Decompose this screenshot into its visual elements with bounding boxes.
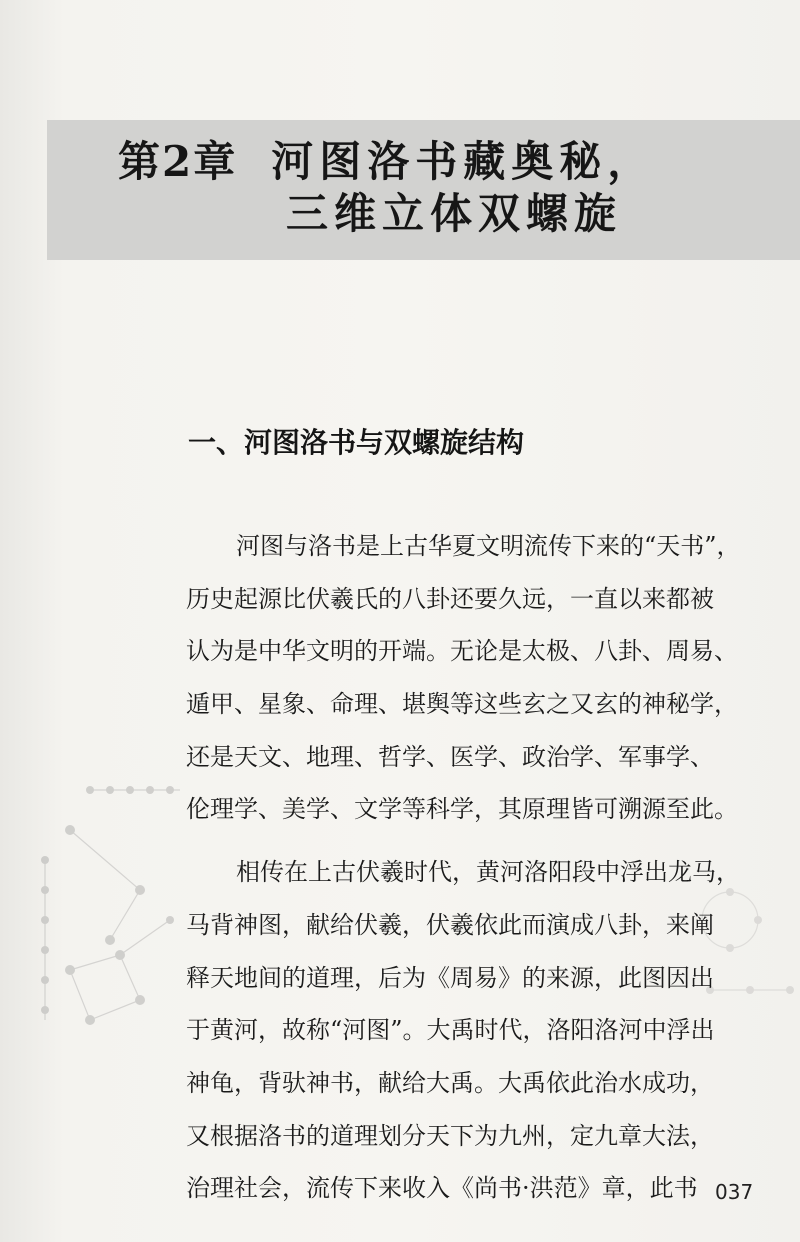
paragraph-line: 相传在上古伏羲时代，黄河洛阳段中浮出龙马， xyxy=(236,858,740,887)
chapter-title-line-1: 河图洛书藏奥秘， xyxy=(271,137,656,186)
section-heading: 一、河图洛书与双螺旋结构 xyxy=(188,426,525,459)
paragraph-gap xyxy=(186,836,706,846)
paragraph-line: 认为是中华文明的开端。无论是太极、八卦、周易、 xyxy=(186,637,738,666)
paragraph-line: 神龟，背驮神书，献给大禹。大禹依此治水成功， xyxy=(186,1068,714,1097)
chapter-number: 第2章 xyxy=(118,137,238,186)
paragraph-line: 释天地间的道理，后为《周易》的来源，此图因出 xyxy=(186,963,714,992)
paragraph-line: 伦理学、美学、文学等科学，其原理皆可溯源至此。 xyxy=(186,795,738,824)
paragraph-line: 河图与洛书是上古华夏文明流传下来的“天书”， xyxy=(236,532,741,560)
paragraph-line: 遁甲、星象、命理、堪舆等这些玄之又玄的神秘学， xyxy=(186,690,738,719)
paragraph-line: 马背神图，献给伏羲，伏羲依此而演成八卦，来阐 xyxy=(186,910,714,939)
paragraph-line: 又根据洛书的道理划分天下为九州，定九章大法， xyxy=(186,1121,714,1150)
page-number: 037 xyxy=(715,1180,754,1204)
chapter-title-line-2: 三维立体双螺旋 xyxy=(286,189,623,239)
paragraph-1 xyxy=(186,520,741,836)
paragraph-line: 于黄河，故称“河图”。大禹时代，洛阳洛河中浮出 xyxy=(186,1016,715,1045)
chapter-title xyxy=(118,137,656,239)
paragraph-line: 治理社会，流传下来收入《尚书·洪范》章，此书 xyxy=(186,1174,698,1203)
paragraph-line: 还是天文、地理、哲学、医学、政治学、军事学、 xyxy=(186,742,714,771)
constellation-illustration xyxy=(30,770,210,1060)
paragraph-line: 历史起源比伏羲氏的八卦还要久远，一直以来都被 xyxy=(186,584,714,613)
